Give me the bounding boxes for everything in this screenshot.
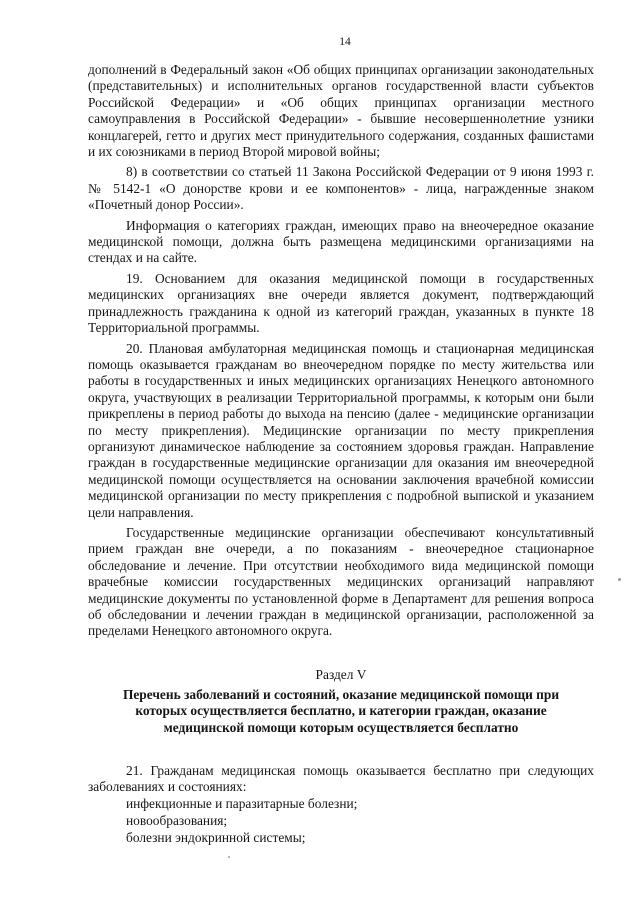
section-heading	[88, 666, 594, 737]
list-item: болезни эндокринной системы;	[126, 830, 306, 846]
section-title: Перечень заболеваний и состояний, оказание медицинской помощи при которых осуществляется бесплатно, и категории граждан, оказание медицинской помощи которым осуществляется бесплатно	[122, 686, 560, 735]
page-number: 14	[339, 36, 351, 48]
paragraph-information: Информация о категориях граждан, имеющих право на внеочередное оказание медицинской помощи, должна быть размещена медицинскими организациями на стендах и на сайте.	[88, 217, 594, 266]
list-item: новообразования;	[126, 813, 228, 829]
paragraph-consultative-reception: Государственные медицинские организации обеспечивают консультативный прием граждан вне очереди, а по показаниям - внеочередное стационарное обследование и лечение. При отсутствии необходимого вида медицинской помощи врачебные комиссии государственных медицинских организаций направляют медицинские документы по установленной форме в Департамент для решения вопроса об обследовании и лечении граждан в медицинской организации, расположенной за пределами Ненецкого автономного округа.	[88, 524, 594, 639]
paragraph-21: 21. Гражданам медицинская помощь оказывается бесплатно при следующих заболеваниях и состояниях:	[88, 762, 594, 794]
list-item: инфекционные и паразитарные болезни;	[126, 796, 358, 812]
disease-list	[88, 795, 594, 846]
scan-dot-mark	[618, 578, 621, 581]
paragraph-20: 20. Плановая амбулаторная медицинская помощь и стационарная медицинская помощь оказывается гражданам во внеочередном порядке по месту жительства или работы в государственных и иных медицинских организациях Ненецкого автономного округа, участвующих в реализации Территориальной программы, к которым они были прикреплены в период работы до выхода на пенсию (далее - медицинские организации по месту прикрепления). Медицинские организации по месту прикрепления организуют динамическое наблюдение за состоянием здоровья граждан. Направление граждан в государственные медицинские организации для оказания им внеочередной медицинской помощи осуществляется на основании заключения врачебной комиссии медицинской организации по месту прикрепления с подробной выпиской и указанием цели направления.	[88, 340, 594, 520]
section-label: Раздел V	[315, 666, 367, 682]
scan-dot-mark	[228, 856, 230, 858]
body-text	[88, 62, 594, 640]
paragraph-19: 19. Основанием для оказания медицинской помощи в государственных медицинских организациях вне очереди является документ, подтверждающий принадлежность гражданина к одной из категорий граждан, указанных в пункте 18 Территориальной программы.	[88, 270, 594, 336]
paragraph-continuation: дополнений в Федеральный закон «Об общих принципах организации законодательных (представительных) и исполнительных органов государственной власти субъектов Российской Федерации» и «Об общих принципах организации местного самоуправления в Российской Федерации» - бывшие несовершеннолетние узники концлагерей, гетто и других мест принудительного содержания, созданных фашистами и их союзниками в период Второй мировой войны;	[88, 62, 594, 160]
paragraph-item-8: 8) в соответствии со статьей 11 Закона Российской Федерации от 9 июня 1993 г. № 5142-1 «О донорстве крови и ее компонентов» - лица, награжденные знаком «Почетный донор России».	[88, 164, 594, 213]
section-body	[88, 763, 594, 796]
